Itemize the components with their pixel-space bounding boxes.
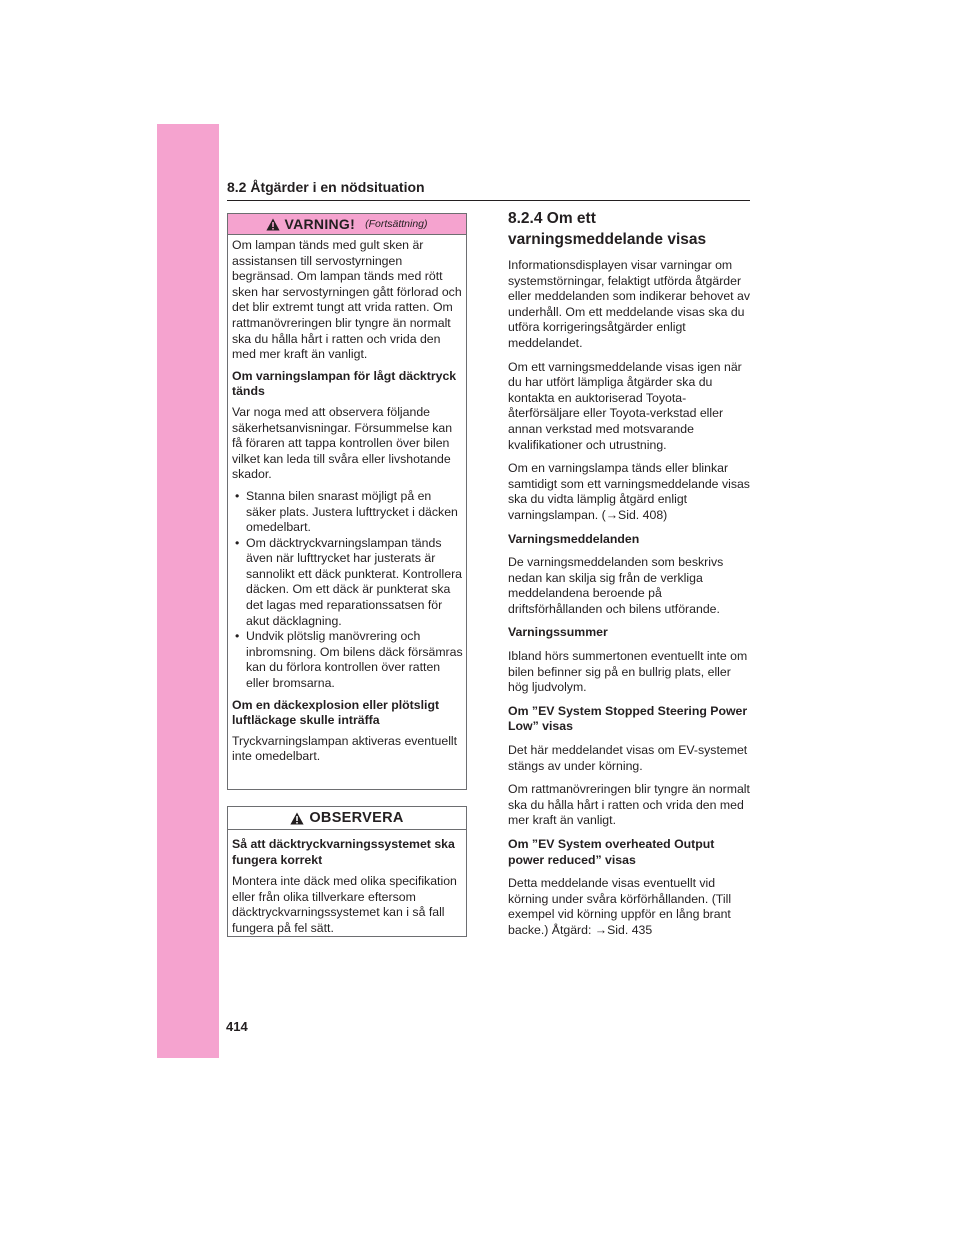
warning-intro: Om lampan tänds med gult sken är assistansen till servostyrningen begränsad. Om lampan tänds med rött sken har servostyrningen gått förlorad och det blir extremt tungt att vrida ratten. Om rattmanövreringen blir tyngre än normalt ska du hålla hårt i ratten och vrida den med mer kraft än vanligt. bbox=[232, 238, 462, 362]
warning-subheading-explosion: Om en däckexplosion eller plötsligt luftläckage skulle inträffa bbox=[232, 697, 440, 728]
paragraph: Detta meddelande visas eventuellt vid körning under svåra körförhållanden. (Till exempel vid körning uppför en lång brant backe.) Åtgärd: →Sid. 435 bbox=[508, 876, 732, 937]
paragraph: Om en varningslampa tänds eller blinkar samtidigt som ett varningsmeddelande visas ska du vidta lämplig åtgärd enligt varningslampan. (→Sid. 408) bbox=[508, 461, 750, 522]
list-item: • Stanna bilen snarast möjligt på en säker plats. Justera lufttrycket i däcken omedelbart. bbox=[232, 489, 463, 536]
list-item: • Undvik plötslig manövrering och inbromsning. Om bilens däck försämras kan du förlora kontrollen över ratten eller bromsarna. bbox=[232, 629, 463, 691]
side-tab-strip bbox=[157, 124, 219, 1058]
list-item: • Om däcktryckvarningslampan tänds även när lufttrycket har justerats är sannolikt ett däck punkterat. Kontrollera däcken. Om ett däck är punkterat ska det lagas med reparationssatsen för akut däcklagning. bbox=[232, 536, 463, 630]
warning-title: VARNING! bbox=[284, 216, 356, 232]
right-column bbox=[508, 208, 753, 947]
subheading-ev-stopped: Om ”EV System Stopped Steering Power Low” visas bbox=[508, 703, 748, 734]
warning-triangle-icon bbox=[266, 218, 280, 231]
notice-paragraph: Montera inte däck med olika specifikation eller från olika tillverkare eftersom däcktryckvarningssystemet kan i så fall fungera på fel sätt. bbox=[232, 874, 457, 935]
section-header bbox=[227, 178, 750, 201]
warning-box bbox=[227, 213, 467, 790]
subheading-warning-messages: Varningsmeddelanden bbox=[508, 531, 640, 546]
paragraph: Ibland hörs summertonen eventuellt inte om bilen befinner sig på en bullrig plats, eller hög ljudvolym. bbox=[508, 649, 748, 695]
paragraph: Om rattmanövreringen blir tyngre än normalt ska du hålla hårt i ratten och vrida den med mer kraft än vanligt. bbox=[508, 782, 750, 828]
warning-bullet-list bbox=[232, 489, 463, 692]
notice-subheading: Så att däcktryckvarningssystemet ska fungera korrekt bbox=[232, 837, 455, 867]
notice-body bbox=[228, 830, 466, 937]
section-title: 8.2 Åtgärder i en nödsituation bbox=[227, 179, 425, 195]
subheading-buzzer: Varningssummer bbox=[508, 625, 608, 640]
warning-box-header bbox=[228, 214, 466, 235]
notice-box-header bbox=[228, 807, 466, 830]
warning-triangle-icon bbox=[290, 812, 304, 825]
paragraph: Det här meddelandet visas om EV-systemet stängs av under körning. bbox=[508, 743, 748, 773]
warning-paragraph: Tryckvarningslampan aktiveras eventuellt inte omedelbart. bbox=[232, 733, 458, 764]
warning-body bbox=[228, 235, 466, 765]
paragraph: Om ett varningsmeddelande visas igen när du har utfört lämpliga åtgärder ska du kontakta en auktoriserad Toyota-återförsäljare eller Toyota-verkstad eller annan verkstad med motsvarande kvalifikationer och utrustning. bbox=[508, 359, 742, 452]
warning-continuation: (Fortsättning) bbox=[365, 218, 428, 230]
page-number: 414 bbox=[226, 1019, 248, 1034]
paragraph: De varningsmeddelanden som beskrivs nedan kan skilja sig från de verkliga meddelandena beroende på driftsförhållanden och bilens utförande. bbox=[508, 555, 724, 616]
warning-subheading-low-pressure: Om varningslampan för lågt däcktryck tänds bbox=[232, 368, 457, 399]
notice-title: OBSERVERA bbox=[309, 810, 404, 826]
section-heading: 8.2.4 Om ett varningsmeddelande visas bbox=[508, 210, 707, 248]
warning-paragraph: Var noga med att observera följande säkerhetsanvisningar. Försummelse kan få föraren att tappa kontrollen över bilen vilket kan leda till svåra eller livshotande skador. bbox=[232, 404, 453, 482]
notice-box bbox=[227, 806, 467, 937]
subheading-ev-overheated: Om ”EV System overheated Output power reduced” visas bbox=[508, 837, 715, 867]
paragraph: Informationsdisplayen visar varningar om systemstörningar, felaktigt utförda åtgärder eller meddelanden som indikerar behovet av underhåll. Om ett meddelande visas ska du utföra korrigeringsåtgärder enligt meddelandet. bbox=[508, 258, 750, 350]
